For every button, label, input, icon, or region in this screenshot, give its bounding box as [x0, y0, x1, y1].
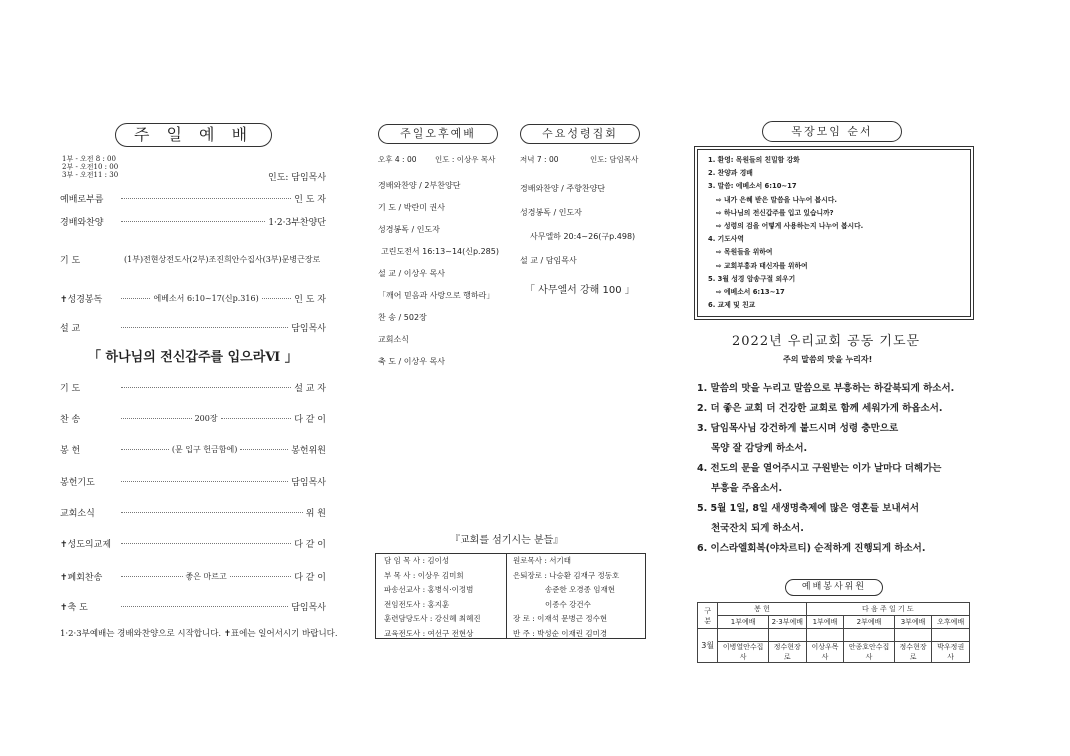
service-order-row [60, 475, 326, 488]
leader-dots [121, 387, 291, 388]
order-item-person: 담임목사 [291, 603, 326, 613]
cell-meeting-line: 5. 3월 성경 암송구절 외우기 [708, 274, 796, 283]
staff-divider [506, 554, 507, 638]
wednesday-leader: 인도: 담임목사 [590, 155, 639, 164]
service-order-row [60, 443, 326, 456]
order-item-person: 다 같 이 [294, 573, 326, 583]
volunteers-title: 예배봉사위원 [785, 579, 883, 596]
service-order-row [60, 537, 326, 550]
table-cell [718, 629, 769, 642]
staff-entry: 담 임 목 사 : 김이성 [384, 556, 450, 565]
staff-title: 『교회를 섬기시는 분들』 [450, 535, 564, 546]
table-month: 3월 [698, 629, 718, 663]
service-order-row [60, 215, 326, 228]
leader-dots [121, 327, 288, 328]
wednesday-line: 사무엘하 20:4~26(구p.498) [530, 232, 636, 241]
afternoon-order [378, 180, 499, 378]
prayer-line: 1. 말씀의 맛을 누리고 말씀으로 부흥하는 하갈북되게 하소서. [697, 383, 955, 394]
service-order-row [60, 381, 326, 394]
order-item-label: 기 도 [60, 384, 81, 394]
table-cell [894, 629, 932, 642]
staff-right [513, 554, 619, 641]
order-item-label: 찬 송 [60, 415, 81, 425]
table-subheader: 1부예배 [806, 616, 844, 629]
table-cell: 이병열안수집사 [718, 642, 769, 663]
time-2: 2부 - 오전10 : 00 [62, 163, 119, 171]
prayer-line: 목양 잘 감당케 하소서. [711, 443, 808, 454]
afternoon-line: 고린도전서 16:13~14(신p.285) [381, 247, 499, 256]
order-item-detail: 좋은 마르고 [185, 572, 227, 581]
service-order-row [60, 253, 326, 266]
order-item-label: 봉 헌 [60, 446, 81, 456]
cell-meeting-line: ⇨ 에베소서 6:13~17 [716, 288, 785, 297]
leader-dots [121, 221, 265, 222]
table-subheader: 3부예배 [894, 616, 932, 629]
leader-dots [121, 606, 288, 607]
cell-meeting-line: 6. 교제 및 친교 [708, 301, 756, 310]
sunday-footnote: 1·2·3부예배는 경배와찬양으로 시작합니다. ✝표에는 일어서시기 바랍니다. [60, 629, 338, 639]
cell-meeting-line: 2. 찬양과 경배 [708, 169, 753, 178]
order-item-detail: (1부)전현상전도사(2부)조진희안수집사(3부)문병근장로 [124, 255, 321, 264]
leader-dots [221, 418, 292, 419]
leader-dots [121, 449, 169, 450]
staff-entry: 교육전도사 : 여선구 전현상 [384, 628, 474, 638]
afternoon-line: 설 교 / 이상우 목사 [378, 269, 445, 278]
order-item-label: 봉헌기도 [60, 478, 95, 488]
leader-dots [121, 512, 303, 513]
leader-dots [121, 198, 291, 199]
cell-meeting-line: ⇨ 교회부흥과 태신자를 위하여 [716, 261, 808, 270]
staff-entry: 송준한 오경종 임재현 [545, 585, 615, 594]
service-order-row [60, 412, 326, 425]
afternoon-line: 성경봉독 / 인도자 [378, 225, 440, 234]
wednesday-service-title: 수요성령집회 [520, 124, 640, 144]
table-subheader: 오후예배 [932, 616, 970, 629]
table-cell [768, 629, 806, 642]
prayer-line: 4. 전도의 문을 열어주시고 구원받는 이가 날마다 더해가는 [697, 463, 942, 474]
wednesday-line: 경배와찬양 / 주향찬양단 [520, 184, 606, 193]
wednesday-order [520, 183, 635, 296]
afternoon-line: 경배와찬양 / 2부찬양단 [378, 181, 461, 190]
staff-left [384, 554, 481, 641]
cell-meeting-list [708, 154, 863, 312]
cell-meeting-line: ⇨ 하나님의 전신갑주를 입고 있습니까? [716, 208, 834, 217]
afternoon-line: 찬 송 / 502장 [378, 313, 427, 322]
afternoon-service-title: 주일오후예배 [378, 124, 498, 144]
cell-meeting-line: 1. 환영: 목원들의 친밀함 강화 [708, 156, 800, 164]
table-header: 봉 헌 [718, 603, 806, 616]
table-cell: 박우정권사 [932, 642, 970, 663]
volunteers-table [697, 602, 970, 663]
order-item-person: 다 같 이 [294, 415, 326, 425]
afternoon-time: 오후 4 : 00 [378, 155, 417, 164]
order-item-detail: 에베소서 6:10~17(신p.316) [153, 294, 259, 303]
prayer-line: 2. 더 좋은 교회 더 건강한 교회로 함께 세워가게 하옵소서. [697, 403, 943, 414]
staff-entry: 훈련담당도사 : 강신혜 최혜진 [384, 614, 481, 623]
wednesday-line: 설 교 / 담임목사 [520, 256, 577, 265]
order-item-person: 다 같 이 [294, 540, 326, 550]
order-item-person: 인 도 자 [294, 195, 326, 205]
order-item-person: 1·2·3부찬양단 [268, 218, 326, 228]
order-item-detail: (문 입구 헌금함에) [171, 445, 238, 454]
leader-dots [121, 576, 183, 577]
order-item-detail: 200장 [194, 414, 218, 423]
time-1: 1부 - 오전 8 : 00 [62, 155, 116, 163]
service-times [62, 155, 118, 179]
cell-meeting-line: 4. 기도사역 [708, 235, 744, 244]
cell-meeting-line: 3. 말씀: 에베소서 6:10~17 [708, 182, 797, 191]
service-order-row [60, 321, 326, 334]
order-item-person: 인 도 자 [294, 295, 326, 305]
leader-dots [262, 298, 291, 299]
afternoon-line: 「깨어 믿음과 사랑으로 행하라」 [378, 291, 495, 300]
staff-entry: 부 목 사 : 이상우 김미희 [384, 570, 464, 580]
staff-entry: 은퇴장로 : 나승환 김재구 정동호 [513, 570, 620, 580]
table-subheader: 2부예배 [844, 616, 895, 629]
cell-meeting-title: 목장모임 순서 [762, 121, 902, 142]
staff-box [375, 553, 646, 639]
leader-dots [121, 481, 288, 482]
afternoon-line: 기 도 / 박란미 권사 [378, 203, 445, 212]
table-cell [932, 629, 970, 642]
prayer-subtitle: 주의 말씀의 맛을 누리자! [783, 355, 873, 364]
wednesday-line: 성경봉독 / 인도자 [520, 208, 582, 217]
table-cell [844, 629, 895, 642]
table-subheader: 2·3부예배 [768, 616, 806, 629]
service-order-row [60, 600, 326, 613]
staff-entry: 파송선교사 : 홍병식·이정범 [384, 585, 474, 594]
cell-meeting-line: ⇨ 성령의 검을 어떻게 사용하는지 나누어 봅시다. [716, 222, 864, 231]
order-item-label: ✝성도의교제 [60, 540, 112, 550]
wednesday-time: 저녁 7 : 00 [520, 155, 559, 164]
afternoon-leader: 인도 : 이상우 목사 [435, 155, 496, 164]
prayer-list [697, 379, 954, 559]
staff-entry: 이종수 강건수 [545, 599, 591, 609]
cell-meeting-line: ⇨ 목원들을 위하여 [716, 248, 773, 257]
time-3: 3부 - 오전11 : 30 [62, 171, 119, 179]
cell-meeting-line: ⇨ 내가 은혜 받은 말씀을 나누어 봅시다. [716, 195, 837, 204]
order-item-person: 담임목사 [291, 324, 326, 334]
prayer-line: 부흥을 주옵소서. [711, 483, 783, 494]
leader-dots [121, 543, 291, 544]
table-cell [806, 629, 844, 642]
staff-entry: 전임전도사 : 홍지훈 [384, 599, 450, 609]
service-order-row [60, 292, 326, 305]
order-item-label: 기 도 [60, 256, 81, 266]
sunday-service-title: 주 일 예 배 [115, 123, 272, 147]
leader-dots [230, 576, 292, 577]
table-subheader: 1부예배 [718, 616, 769, 629]
service-order-row [60, 192, 326, 205]
order-item-label: 경배와찬양 [60, 218, 104, 228]
order-item-person: 설 교 자 [294, 384, 326, 394]
prayer-line: 6. 이스라엘회복(야차르티) 순적하게 진행되게 하소서. [697, 543, 926, 554]
leader-dots [121, 298, 150, 299]
table-header: 다 음 주 일 기 도 [806, 603, 969, 616]
sermon-title: 「 하나님의 전신갑주를 입으라Ⅵ 」 [88, 350, 298, 365]
afternoon-line: 축 도 / 이상우 목사 [378, 357, 445, 366]
service-order-row [60, 570, 326, 583]
table-cell: 정수현장로 [894, 642, 932, 663]
staff-entry: 원로목사 : 서기태 [513, 556, 572, 565]
order-item-person: 담임목사 [291, 478, 326, 488]
service-order-row [60, 506, 326, 519]
order-item-label: 예배로부름 [60, 195, 104, 205]
order-item-person: 봉헌위원 [291, 446, 326, 456]
order-item-person: 위 원 [305, 509, 326, 519]
sunday-leader: 인도: 담임목사 [268, 173, 327, 183]
cell-meeting-box [697, 149, 971, 317]
prayer-title: 2022년 우리교회 공동 기도문 [732, 334, 921, 349]
table-cell: 안종호안수집사 [844, 642, 895, 663]
prayer-line: 3. 담임목사님 강건하게 붙드시며 성령 충만으로 [697, 423, 899, 434]
order-item-label: ✝성경봉독 [60, 295, 103, 305]
table-cell: 정수현장로 [768, 642, 806, 663]
order-item-label: 설 교 [60, 324, 81, 334]
prayer-line: 5. 5월 1일, 8일 새생명축제에 많은 영혼들 보내셔서 [697, 503, 919, 514]
leader-dots [240, 449, 288, 450]
afternoon-line: 교회소식 [378, 335, 409, 344]
order-item-label: 교회소식 [60, 509, 95, 519]
table-header: 구 분 [698, 603, 718, 629]
wednesday-line: 「 사무엘서 강해 100 」 [525, 285, 635, 296]
prayer-line: 천국잔치 되게 하소서. [711, 523, 804, 534]
table-cell: 이상우목사 [806, 642, 844, 663]
order-item-label: ✝축 도 [60, 603, 88, 613]
order-item-label: ✝폐회찬송 [60, 573, 103, 583]
leader-dots [121, 418, 192, 419]
staff-entry: 반 주 : 박성순 이재린 김미경 [513, 628, 608, 638]
staff-entry: 장 로 : 이재석 문병근 정수현 [513, 614, 608, 623]
